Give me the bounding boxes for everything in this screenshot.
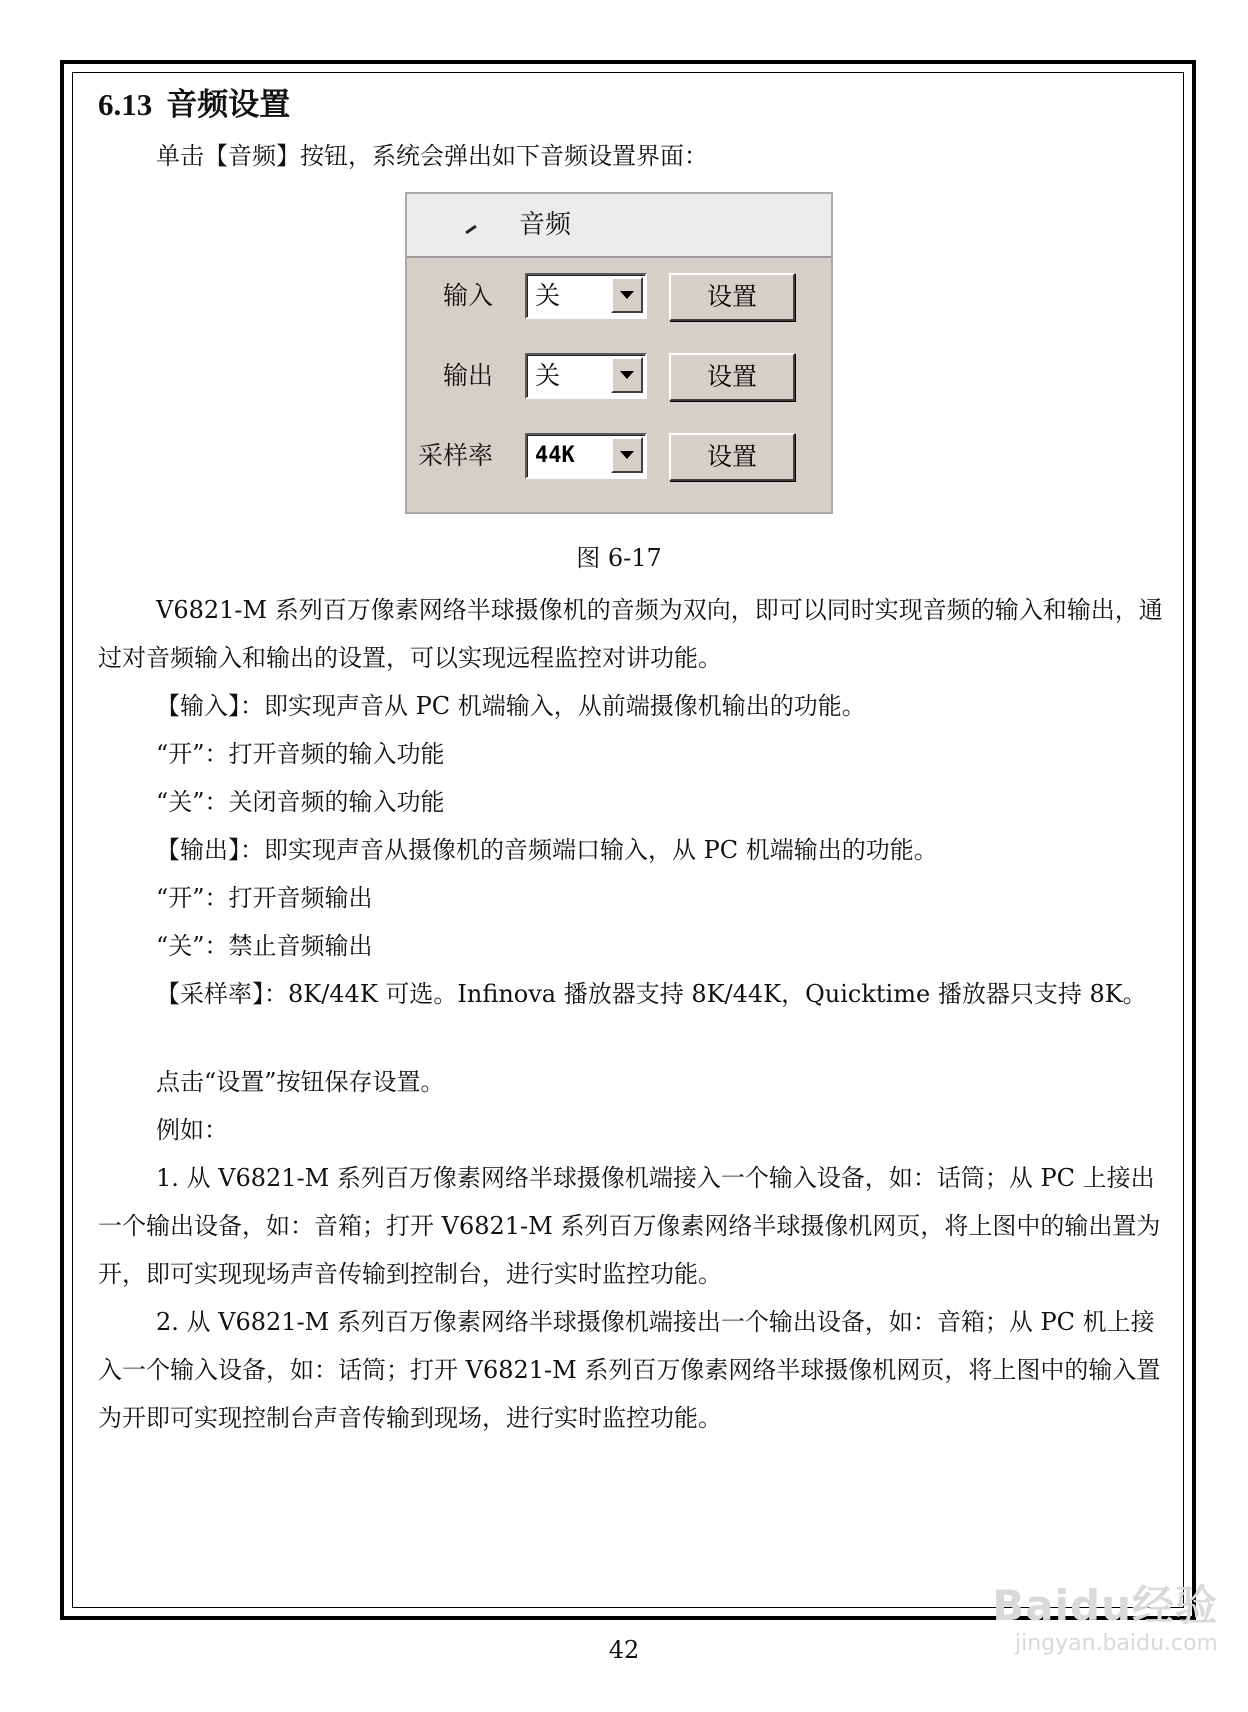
output-row <box>407 350 831 402</box>
chevron-down-icon <box>620 451 634 459</box>
expand-arrow-icon <box>465 225 477 234</box>
sample-rate-row <box>407 430 831 482</box>
sample-rate-label: 采样率 <box>417 441 493 470</box>
figure-caption: 图 6-17 <box>576 544 662 572</box>
chevron-down-icon <box>620 371 634 379</box>
body-paragraph: 例如： <box>156 1116 228 1144</box>
body-paragraph: 【输出】：即实现声音从摄像机的音频端口输入，从 PC 机端输出的功能。 <box>156 836 938 864</box>
body-paragraph: 【采样率】：8K/44K 可选。Infinova 播放器支持 8K/44K，Quicktime 播放器只支持 8K。 <box>156 980 1147 1008</box>
panel-header[interactable] <box>407 194 831 258</box>
body-paragraph: “关”：关闭音频的输入功能 <box>156 788 445 816</box>
section-number: 6.13 <box>98 87 153 122</box>
watermark-logo: Baidu经验 <box>992 1581 1218 1630</box>
sample-rate-dropdown-button[interactable] <box>611 437 643 473</box>
sample-rate-set-button[interactable]: 设置 <box>669 433 795 481</box>
sample-rate-select-value: 44K <box>535 443 575 468</box>
input-set-button[interactable]: 设置 <box>669 273 795 321</box>
input-dropdown-button[interactable] <box>611 277 643 313</box>
watermark <box>992 1582 1218 1658</box>
input-row <box>407 270 831 322</box>
body-paragraph: 点击“设置”按钮保存设置。 <box>156 1068 445 1096</box>
intro-paragraph: 单击【音频】按钮，系统会弹出如下音频设置界面： <box>156 142 708 170</box>
body-paragraph: “开”：打开音频输出 <box>156 884 373 912</box>
output-dropdown-button[interactable] <box>611 357 643 393</box>
panel-title: 音频 <box>519 210 572 240</box>
example-paragraph: 2. 从 V6821-M 系列百万像素网络半球摄像机端接出一个输出设备，如：音箱；从 PC 机上接入一个输入设备，如：话筒；打开 V6821-M 系列百万像素网络半球摄像机网页，将上图中的输入置为开即可实现控制台声音传输到现场，进行实时监控功能。 <box>98 1308 1161 1432</box>
page-number: 42 <box>608 1636 640 1664</box>
section-title: 音频设置 <box>166 87 291 123</box>
body-paragraph: V6821-M 系列百万像素网络半球摄像机的音频为双向，即可以同时实现音频的输入和输出，通过对音频输入和输出的设置，可以实现远程监控对讲功能。 <box>98 596 1163 672</box>
sample-rate-select[interactable] <box>525 433 647 479</box>
watermark-url: jingyan.baidu.com <box>1014 1631 1218 1656</box>
input-select[interactable] <box>525 273 647 319</box>
blank-line <box>98 1018 1166 1058</box>
chevron-down-icon <box>620 291 634 299</box>
input-label: 输入 <box>442 281 493 310</box>
output-select-value: 关 <box>535 361 561 390</box>
body-paragraph: “开”：打开音频的输入功能 <box>156 740 445 768</box>
output-select[interactable] <box>525 353 647 399</box>
example-paragraph: 1. 从 V6821-M 系列百万像素网络半球摄像机端接入一个输入设备，如：话筒；从 PC 上接出一个输出设备，如：音箱；打开 V6821-M 系列百万像素网络半球摄像机网页，将上图中的输出置为开，即可实现现场声音传输到控制台，进行实时监控功能。 <box>98 1164 1161 1288</box>
body-paragraph: “关”：禁止音频输出 <box>156 932 373 960</box>
audio-settings-panel <box>405 192 833 514</box>
output-set-button[interactable]: 设置 <box>669 353 795 401</box>
section-heading <box>98 84 1166 126</box>
body-paragraph: 【输入】：即实现声音从 PC 机端输入，从前端摄像机输出的功能。 <box>156 692 866 720</box>
page-content <box>98 84 1166 1442</box>
input-select-value: 关 <box>535 281 561 310</box>
output-label: 输出 <box>442 361 493 390</box>
